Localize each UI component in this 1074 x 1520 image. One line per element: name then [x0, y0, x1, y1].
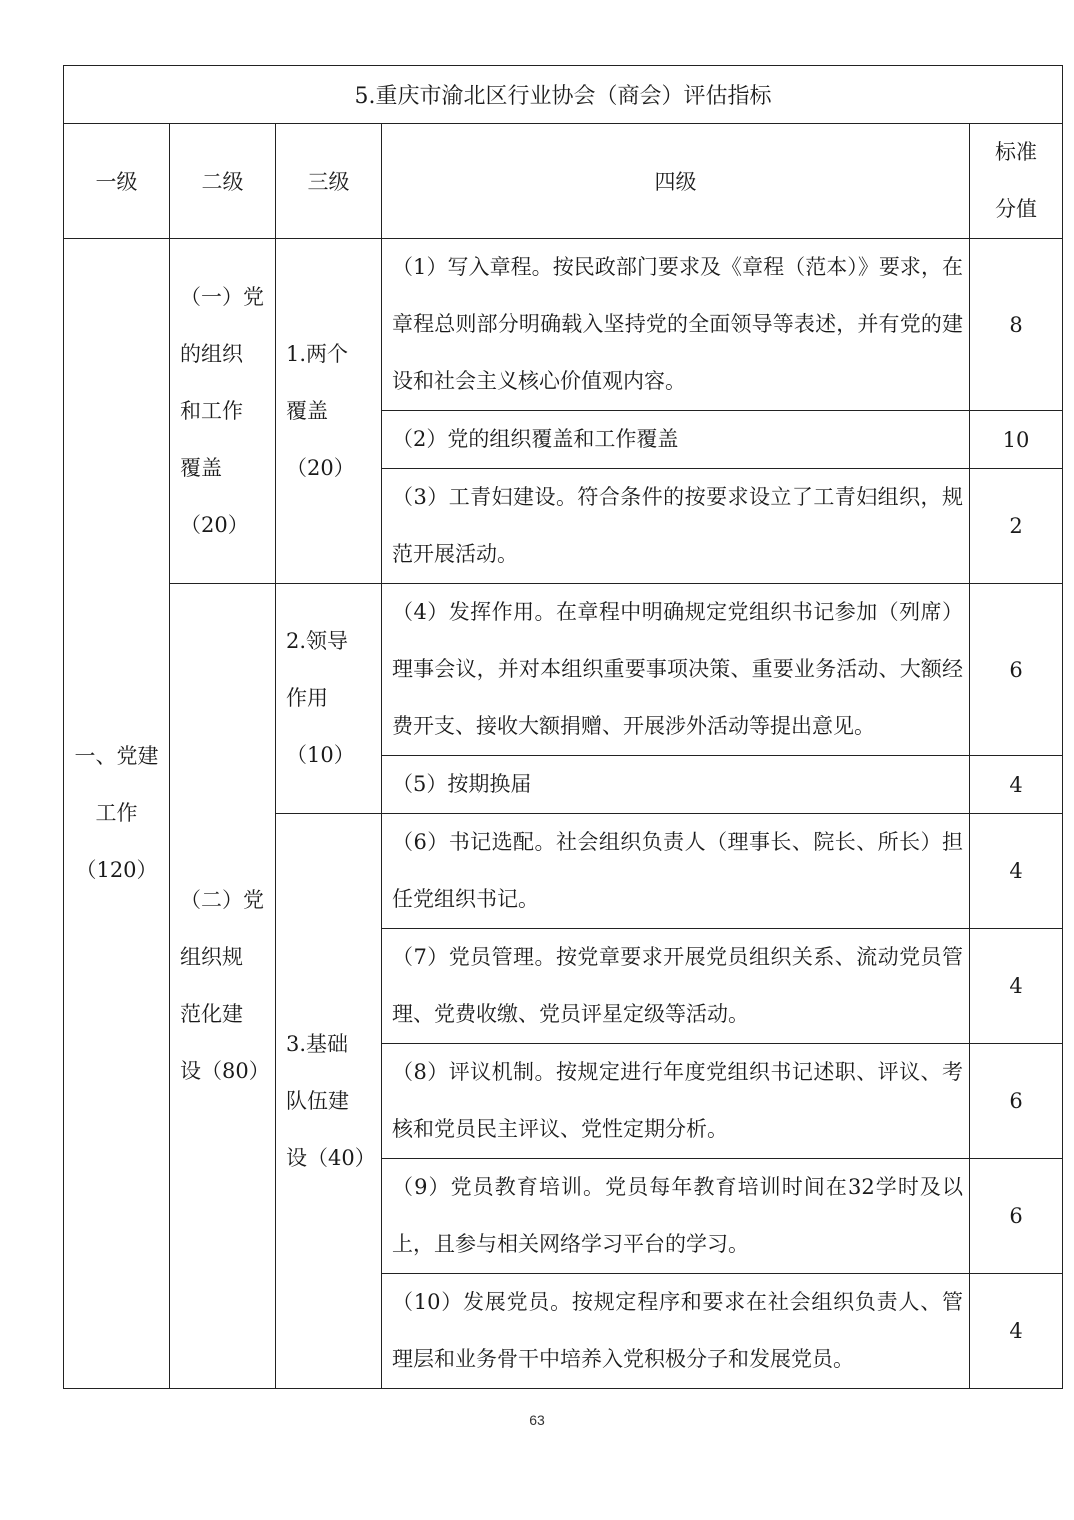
item-score: 6	[970, 584, 1063, 756]
table-title: 5.重庆市渝北区行业协会（商会）评估指标	[64, 66, 1063, 124]
level2-line: 覆盖	[180, 455, 222, 480]
item-score: 4	[970, 929, 1063, 1044]
level2-line: 组织规	[180, 945, 243, 969]
item-score: 6	[970, 1159, 1063, 1274]
level3-line: 3.基础	[286, 1031, 349, 1056]
item-score: 4	[970, 1274, 1063, 1389]
level3-cell-two-coverage	[276, 239, 382, 584]
item-description: （10）发展党员。按规定程序和要求在社会组织负责人、管理层和业务骨干中培养入党积极分子和发展党员。	[382, 1274, 970, 1389]
level3-line: 作用	[286, 686, 328, 710]
level2-line: 和工作	[180, 398, 243, 423]
level3-line: （10）	[286, 743, 355, 767]
item-score: 2	[970, 469, 1063, 584]
evaluation-table	[63, 65, 1063, 1389]
item-description: （5）按期换届	[382, 756, 970, 814]
item-description: （9）党员教育培训。党员每年教育培训时间在32学时及以上，且参与相关网络学习平台的学习。	[382, 1159, 970, 1274]
title-row	[64, 66, 1063, 124]
level3-line: 1.两个	[286, 341, 349, 366]
table-row	[64, 584, 1063, 756]
level3-line: 队伍建	[286, 1088, 349, 1113]
level2-line: （二）党	[180, 888, 264, 912]
item-score: 8	[970, 239, 1063, 411]
level2-line: （一）党	[180, 284, 264, 309]
header-level4: 四级	[382, 124, 970, 239]
level1-line: （120）	[75, 858, 158, 882]
item-score: 4	[970, 814, 1063, 929]
level2-cell-org-coverage	[170, 239, 276, 584]
item-description: （3）工青妇建设。符合条件的按要求设立了工青妇组织，规范开展活动。	[382, 469, 970, 584]
level3-line: 2.领导	[286, 629, 349, 653]
level3-line: 覆盖	[286, 398, 328, 423]
level2-line: 设（80）	[180, 1059, 270, 1083]
level1-cell	[64, 239, 170, 1389]
header-score-line1: 标准	[995, 140, 1038, 164]
level1-line: 工作	[95, 801, 138, 825]
level2-line: （20）	[180, 512, 249, 537]
header-score	[970, 124, 1063, 239]
item-description: （7）党员管理。按党章要求开展党员组织关系、流动党员管理、党费收缴、党员评星定级等活动。	[382, 929, 970, 1044]
header-level3: 三级	[276, 124, 382, 239]
item-description: （4）发挥作用。在章程中明确规定党组织书记参加（列席）理事会议，并对本组织重要事项决策、重要业务活动、大额经费开支、接收大额捐赠、开展涉外活动等提出意见。	[382, 584, 970, 756]
item-score: 4	[970, 756, 1063, 814]
item-description: （8）评议机制。按规定进行年度党组织书记述职、评议、考核和党员民主评议、党性定期分析。	[382, 1044, 970, 1159]
level2-cell-standardization	[170, 584, 276, 1389]
level3-line: （20）	[286, 455, 355, 480]
item-description: （1）写入章程。按民政部门要求及《章程（范本）》要求，在章程总则部分明确载入坚持党的全面领导等表述，并有党的建设和社会主义核心价值观内容。	[382, 239, 970, 411]
header-level2: 二级	[170, 124, 276, 239]
page-number: 63	[529, 1412, 545, 1428]
level3-line: 设（40）	[286, 1145, 376, 1170]
item-description: （2）党的组织覆盖和工作覆盖	[382, 411, 970, 469]
item-score: 6	[970, 1044, 1063, 1159]
item-score: 10	[970, 411, 1063, 469]
level2-line: 范化建	[180, 1002, 243, 1026]
header-row	[64, 124, 1063, 239]
level3-cell-team-building	[276, 814, 382, 1389]
level2-line: 的组织	[180, 341, 243, 366]
header-score-line2: 分值	[995, 197, 1038, 221]
level1-line: 一、党建	[74, 744, 159, 768]
table-row	[64, 239, 1063, 411]
item-description: （6）书记选配。社会组织负责人（理事长、院长、所长）担任党组织书记。	[382, 814, 970, 929]
level3-cell-leadership	[276, 584, 382, 814]
header-level1: 一级	[64, 124, 170, 239]
